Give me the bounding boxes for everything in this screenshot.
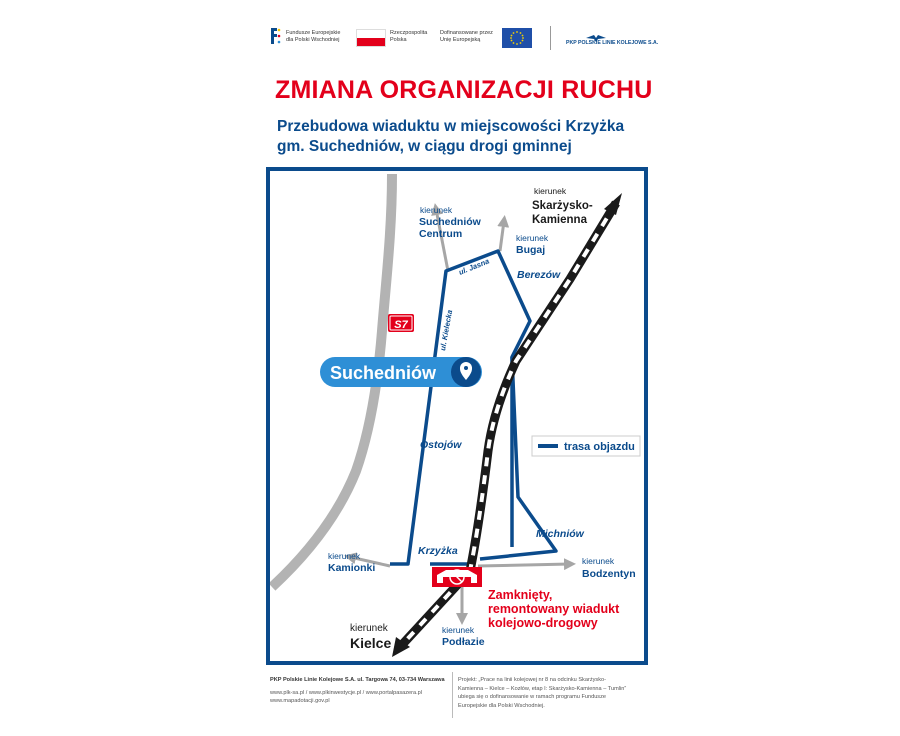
- place-krzyzka: Krzyżka: [418, 545, 458, 557]
- dir-skarzysko-2: Kamienna: [532, 214, 587, 226]
- footer-project-4: Europejskie dla Polski Wschodniej.: [458, 702, 545, 709]
- place-ostojow: Ostojów: [420, 439, 462, 451]
- pkp-logo-icon: [584, 30, 608, 40]
- detour-map: [270, 171, 644, 661]
- footer-project-2: Kamienna – Kielce – Kozłów, etap I: Skarżysko-Kamienna – Tumlin”: [458, 685, 627, 692]
- kierunek-podlazie: kierunek: [442, 625, 475, 635]
- footer-links1[interactable]: www.plk-sa.pl / www.plkinwestycje.pl / www.portalpasazera.pl: [270, 689, 423, 696]
- dir-bodzentyn: Bodzentyn: [582, 568, 636, 580]
- dir-suchedniow-2: Centrum: [419, 228, 463, 240]
- eu-line2: Unię Europejską: [440, 37, 481, 43]
- town-label: Suchedniów: [330, 363, 437, 383]
- closed-line2: remontowany wiadukt: [488, 602, 620, 616]
- dir-bugaj: Bugaj: [516, 244, 546, 256]
- poland-flag: [356, 29, 386, 47]
- kierunek-suchedniow: kierunek: [420, 205, 453, 215]
- kierunek-bugaj: kierunek: [516, 233, 549, 243]
- logo-divider: [550, 26, 551, 50]
- dir-podlazie: Podłazie: [442, 636, 485, 648]
- eu-funds-logo: [268, 26, 282, 46]
- closed-line3: kolejowo-drogowy: [488, 616, 598, 630]
- pkp-logo-text: PKP POLSKIE LINIE KOLEJOWE S.A.: [566, 40, 659, 46]
- road-to-bugaj: [500, 221, 504, 251]
- road-to-bodzentyn: [478, 564, 570, 566]
- footer-left: [270, 676, 456, 706]
- dir-skarzysko-1: Skarżysko-: [532, 200, 593, 212]
- eu-funds-line1: Fundusze Europejskie: [286, 30, 341, 36]
- eu-line1: Dofinansowane przez: [440, 30, 493, 36]
- footer-divider: [452, 672, 453, 718]
- subtitle-line2: gm. Suchedniów, w ciągu drogi gminnej: [277, 138, 572, 155]
- place-michniow: Michniów: [536, 528, 584, 540]
- dir-kielce: Kielce: [350, 635, 392, 651]
- map-frame: [266, 167, 648, 665]
- footer-right: [458, 676, 654, 710]
- eu-flag: [502, 28, 532, 48]
- s7-sign-label: S7: [394, 319, 408, 331]
- footer-project-3: ubiega się o dofinansowanie w ramach programu Fundusze: [458, 694, 607, 700]
- eu-funds-line2: dla Polski Wschodniej: [286, 37, 340, 43]
- street-kielecka: ul. Kielecka: [438, 309, 455, 352]
- footer-company: PKP Polskie Linie Kolejowe S.A. ul. Targowa 74, 03-734 Warszawa: [270, 677, 445, 683]
- rp-line1: Rzeczpospolita: [390, 30, 428, 36]
- kierunek-kielce: kierunek: [350, 623, 388, 634]
- subtitle-line1: Przebudowa wiaduktu w miejscowości Krzyżka: [277, 118, 625, 135]
- rp-line2: Polska: [390, 37, 407, 43]
- kierunek-kamionki: kierunek: [328, 551, 361, 561]
- detour-route-west: [390, 251, 530, 564]
- legend-label: trasa objazdu: [564, 441, 635, 453]
- footer-links2[interactable]: www.mapadotacji.gov.pl: [270, 698, 330, 704]
- dir-kamionki: Kamionki: [328, 562, 376, 574]
- page-title: ZMIANA ORGANIZACJI RUCHU: [275, 76, 653, 104]
- place-berezow: Berezów: [517, 269, 561, 281]
- logo-bar: [268, 26, 659, 52]
- dir-suchedniow-1: Suchedniów: [419, 216, 481, 228]
- kierunek-skarzysko: kierunek: [534, 186, 567, 196]
- kierunek-bodzentyn: kierunek: [582, 556, 615, 566]
- closed-line1: Zamknięty,: [488, 588, 553, 602]
- footer-project-1: Projekt: „Prace na linii kolejowej nr 8 na odcinku Skarżysko-: [458, 677, 606, 683]
- street-jasna: ul. Jasna: [457, 256, 491, 277]
